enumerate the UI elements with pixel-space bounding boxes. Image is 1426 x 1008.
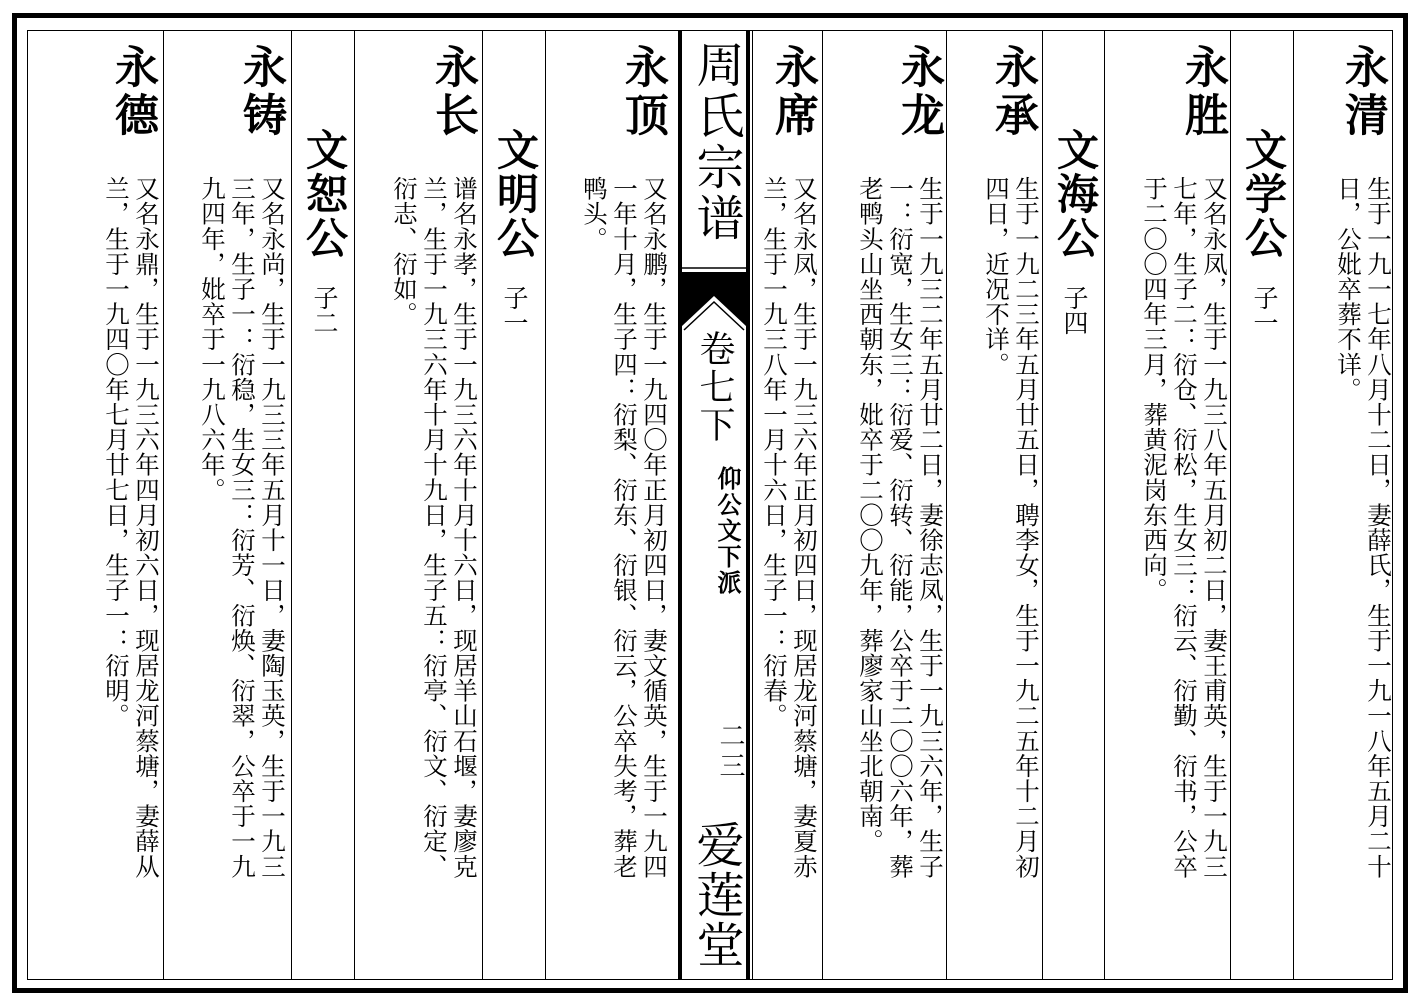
person-record-line: 衍志、衍如。 bbox=[390, 176, 419, 327]
person-record-line: 生于一九一七年八月十二日，妻薛氏，生于一九一八年五月二十 bbox=[1364, 176, 1393, 879]
person-name: 永清 bbox=[1337, 44, 1388, 140]
children-count: 子一 bbox=[500, 285, 529, 335]
column-divider bbox=[1230, 30, 1231, 980]
person-record-line: 一：衍宽，生女三：衍爱、衍转、衍能，公卒于二〇〇六年，葬 bbox=[886, 176, 915, 879]
column-divider bbox=[946, 30, 947, 980]
person-record-line: 九四年，妣卒于一九八六年。 bbox=[198, 176, 227, 503]
person-record-line: 兰，生于一九三八年一月十六日，生子一：衍春。 bbox=[760, 176, 789, 729]
person-record-line: 又名永鹏，生于一九四〇年正月初四日，妻文循英，生于一九四 bbox=[640, 176, 669, 879]
father-name: 文明公 bbox=[491, 128, 540, 260]
column-divider bbox=[163, 30, 164, 980]
person-record-line: 又名永凤，生于一九三八年五月初二日，妻王甫英，生于一九三 bbox=[1200, 176, 1229, 879]
person-record-line: 日，公妣卒葬不详。 bbox=[1334, 176, 1363, 402]
person-name: 永席 bbox=[767, 44, 818, 140]
column-divider bbox=[545, 30, 546, 980]
person-name: 永铸 bbox=[235, 44, 286, 140]
book-title: 周氏宗谱 bbox=[688, 40, 744, 244]
column-divider bbox=[1042, 30, 1043, 980]
person-record-line: 生于一九二三年五月廿五日，聘李女，生于一九二五年十二月初 bbox=[1012, 176, 1041, 879]
person-record-line: 三年，生子一：衍稳，生女三：衍芳、衍焕、衍翠，公卒于一九 bbox=[228, 176, 257, 879]
column-divider bbox=[822, 30, 823, 980]
branch-label: 仰公文下派 bbox=[713, 466, 742, 596]
person-record-line: 生于一九三二年五月廿二日，妻徐志凤，生于一九三六年，生子 bbox=[916, 176, 945, 879]
person-record-line: 又名永鼎，生于一九三六年四月初六日，现居龙河蔡塘，妻薛从 bbox=[132, 176, 161, 879]
column-divider bbox=[482, 30, 483, 980]
person-name: 永德 bbox=[107, 44, 158, 140]
volume-label: 卷七下 bbox=[694, 330, 735, 444]
person-record-line: 一年十月，生子四：衍梨、衍东、衍银、衍云，公卒失考，葬老 bbox=[610, 176, 639, 879]
person-record-line: 兰，生于一九三六年十月十九日，生子五：衍亭、衍文、衍定、 bbox=[420, 176, 449, 879]
person-record-line: 又名永尚，生于一九三三年五月十一日，妻陶玉英，生于一九三 bbox=[258, 176, 287, 879]
spine-border-left bbox=[678, 30, 682, 980]
person-record-line: 于二〇〇四年三月，葬黄泥岗东西向。 bbox=[1140, 176, 1169, 603]
person-name: 永长 bbox=[427, 44, 478, 140]
person-record-line: 七年，生子二：衍仓、衍松，生女三：衍云、衍勤、衍书，公卒 bbox=[1170, 176, 1199, 879]
column-divider bbox=[1104, 30, 1105, 980]
column-divider bbox=[1293, 30, 1294, 980]
children-count: 子一 bbox=[1250, 285, 1279, 335]
column-divider bbox=[291, 30, 292, 980]
person-record-line: 兰，生于一九四〇年七月廿七日，生子一：衍明。 bbox=[102, 176, 131, 729]
hall-name: 爱莲堂 bbox=[688, 820, 744, 970]
fishtail-mark bbox=[682, 266, 746, 336]
person-name: 永胜 bbox=[1177, 44, 1228, 140]
person-record-line: 谱名永孝，生于一九三六年十月十六日，现居羊山石堰，妻廖克 bbox=[450, 176, 479, 879]
page-number: 二三 bbox=[715, 722, 745, 782]
person-name: 永龙 bbox=[893, 44, 944, 140]
column-divider bbox=[354, 30, 355, 980]
column-divider bbox=[752, 30, 753, 980]
father-name: 文学公 bbox=[1239, 128, 1288, 260]
children-count: 子二 bbox=[310, 285, 339, 335]
father-name: 文海公 bbox=[1051, 128, 1100, 260]
person-name: 永顶 bbox=[617, 44, 668, 140]
person-record-line: 四日，近况不详。 bbox=[982, 176, 1011, 377]
person-record-line: 鸭头。 bbox=[580, 176, 609, 252]
father-name: 文恕公 bbox=[300, 128, 349, 260]
children-count: 子四 bbox=[1060, 285, 1089, 335]
spine-border-right bbox=[746, 30, 750, 980]
person-record-line: 又名永凤，生于一九三六年正月初四日，现居龙河蔡塘，妻夏赤 bbox=[790, 176, 819, 879]
person-name: 永承 bbox=[987, 44, 1038, 140]
person-record-line: 老鸭头山坐西朝东，妣卒于二〇〇九年，葬廖家山坐北朝南。 bbox=[856, 176, 885, 854]
